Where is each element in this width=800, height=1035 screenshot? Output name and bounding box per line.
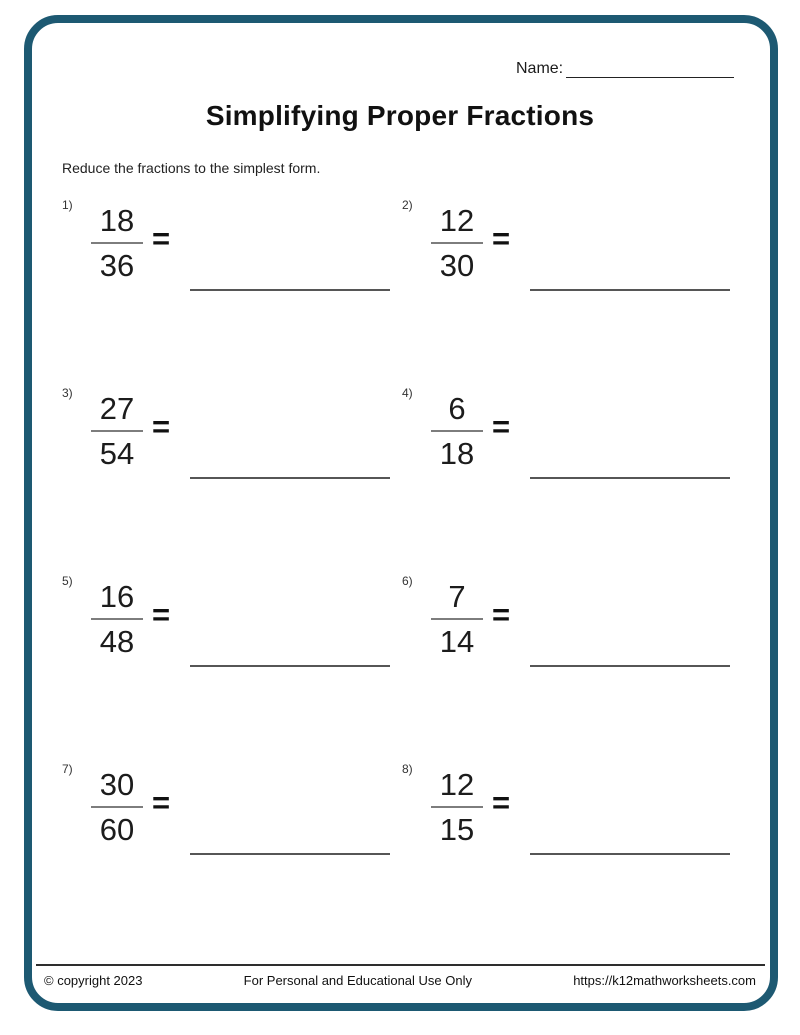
equals-sign: = <box>152 409 171 444</box>
answer-blank[interactable] <box>190 196 390 291</box>
equals-sign: = <box>492 409 511 444</box>
equals-sign: = <box>492 785 511 820</box>
fraction <box>88 201 146 285</box>
problem-2 <box>402 196 742 384</box>
fraction <box>88 577 146 661</box>
fraction-denominator: 60 <box>99 812 135 847</box>
answer-blank[interactable] <box>190 760 390 855</box>
footer <box>44 973 756 988</box>
equals-sign: = <box>492 221 511 256</box>
problem-6 <box>402 572 742 760</box>
fraction <box>428 577 486 661</box>
name-row <box>516 59 734 78</box>
footer-website-link[interactable]: https://k12mathworksheets.com <box>573 973 756 988</box>
fraction-denominator: 36 <box>99 248 135 283</box>
answer-blank[interactable] <box>190 572 390 667</box>
fraction-bar <box>431 806 483 808</box>
fraction-denominator: 14 <box>439 624 475 659</box>
fraction <box>88 389 146 473</box>
fraction-denominator: 54 <box>99 436 135 471</box>
problems-grid <box>62 196 742 948</box>
fraction <box>428 765 486 849</box>
problem-5 <box>62 572 402 760</box>
fraction-numerator: 7 <box>448 579 466 614</box>
problem-4 <box>402 384 742 572</box>
problem-number: 2) <box>402 198 413 212</box>
problem-7 <box>62 760 402 948</box>
problem-8 <box>402 760 742 948</box>
answer-blank[interactable] <box>530 196 730 291</box>
answer-blank[interactable] <box>530 384 730 479</box>
problem-number: 4) <box>402 386 413 400</box>
fraction-numerator: 12 <box>439 203 475 238</box>
answer-blank[interactable] <box>190 384 390 479</box>
equals-sign: = <box>492 597 511 632</box>
footer-copyright: © copyright 2023 <box>44 973 143 988</box>
equals-sign: = <box>152 597 171 632</box>
problem-number: 1) <box>62 198 73 212</box>
fraction-bar <box>431 618 483 620</box>
footer-divider <box>36 964 765 966</box>
equals-sign: = <box>152 785 171 820</box>
page-title: Simplifying Proper Fractions <box>205 100 595 131</box>
answer-blank[interactable] <box>530 760 730 855</box>
problem-number: 3) <box>62 386 73 400</box>
fraction-denominator: 30 <box>439 248 475 283</box>
fraction-numerator: 30 <box>99 767 135 802</box>
problem-3 <box>62 384 402 572</box>
footer-usage-note: For Personal and Educational Use Only <box>243 973 473 988</box>
fraction-bar <box>91 430 143 432</box>
equals-sign: = <box>152 221 171 256</box>
fraction-bar <box>431 242 483 244</box>
fraction-numerator: 16 <box>99 579 135 614</box>
fraction-bar <box>91 618 143 620</box>
fraction-numerator: 12 <box>439 767 475 802</box>
fraction-numerator: 18 <box>99 203 135 238</box>
problem-number: 6) <box>402 574 413 588</box>
fraction <box>428 201 486 285</box>
name-input-line[interactable] <box>566 59 734 78</box>
fraction-bar <box>91 242 143 244</box>
fraction-denominator: 18 <box>439 436 475 471</box>
answer-blank[interactable] <box>530 572 730 667</box>
fraction-bar <box>431 430 483 432</box>
instruction-text: Reduce the fractions to the simplest form. <box>62 160 321 176</box>
problem-number: 7) <box>62 762 73 776</box>
fraction <box>88 765 146 849</box>
fraction-bar <box>91 806 143 808</box>
fraction-denominator: 48 <box>99 624 135 659</box>
problem-1 <box>62 196 402 384</box>
problem-number: 8) <box>402 762 413 776</box>
fraction-denominator: 15 <box>439 812 475 847</box>
fraction-numerator: 6 <box>448 391 466 426</box>
name-label: Name: <box>516 60 564 77</box>
fraction <box>428 389 486 473</box>
fraction-numerator: 27 <box>99 391 135 426</box>
problem-number: 5) <box>62 574 73 588</box>
